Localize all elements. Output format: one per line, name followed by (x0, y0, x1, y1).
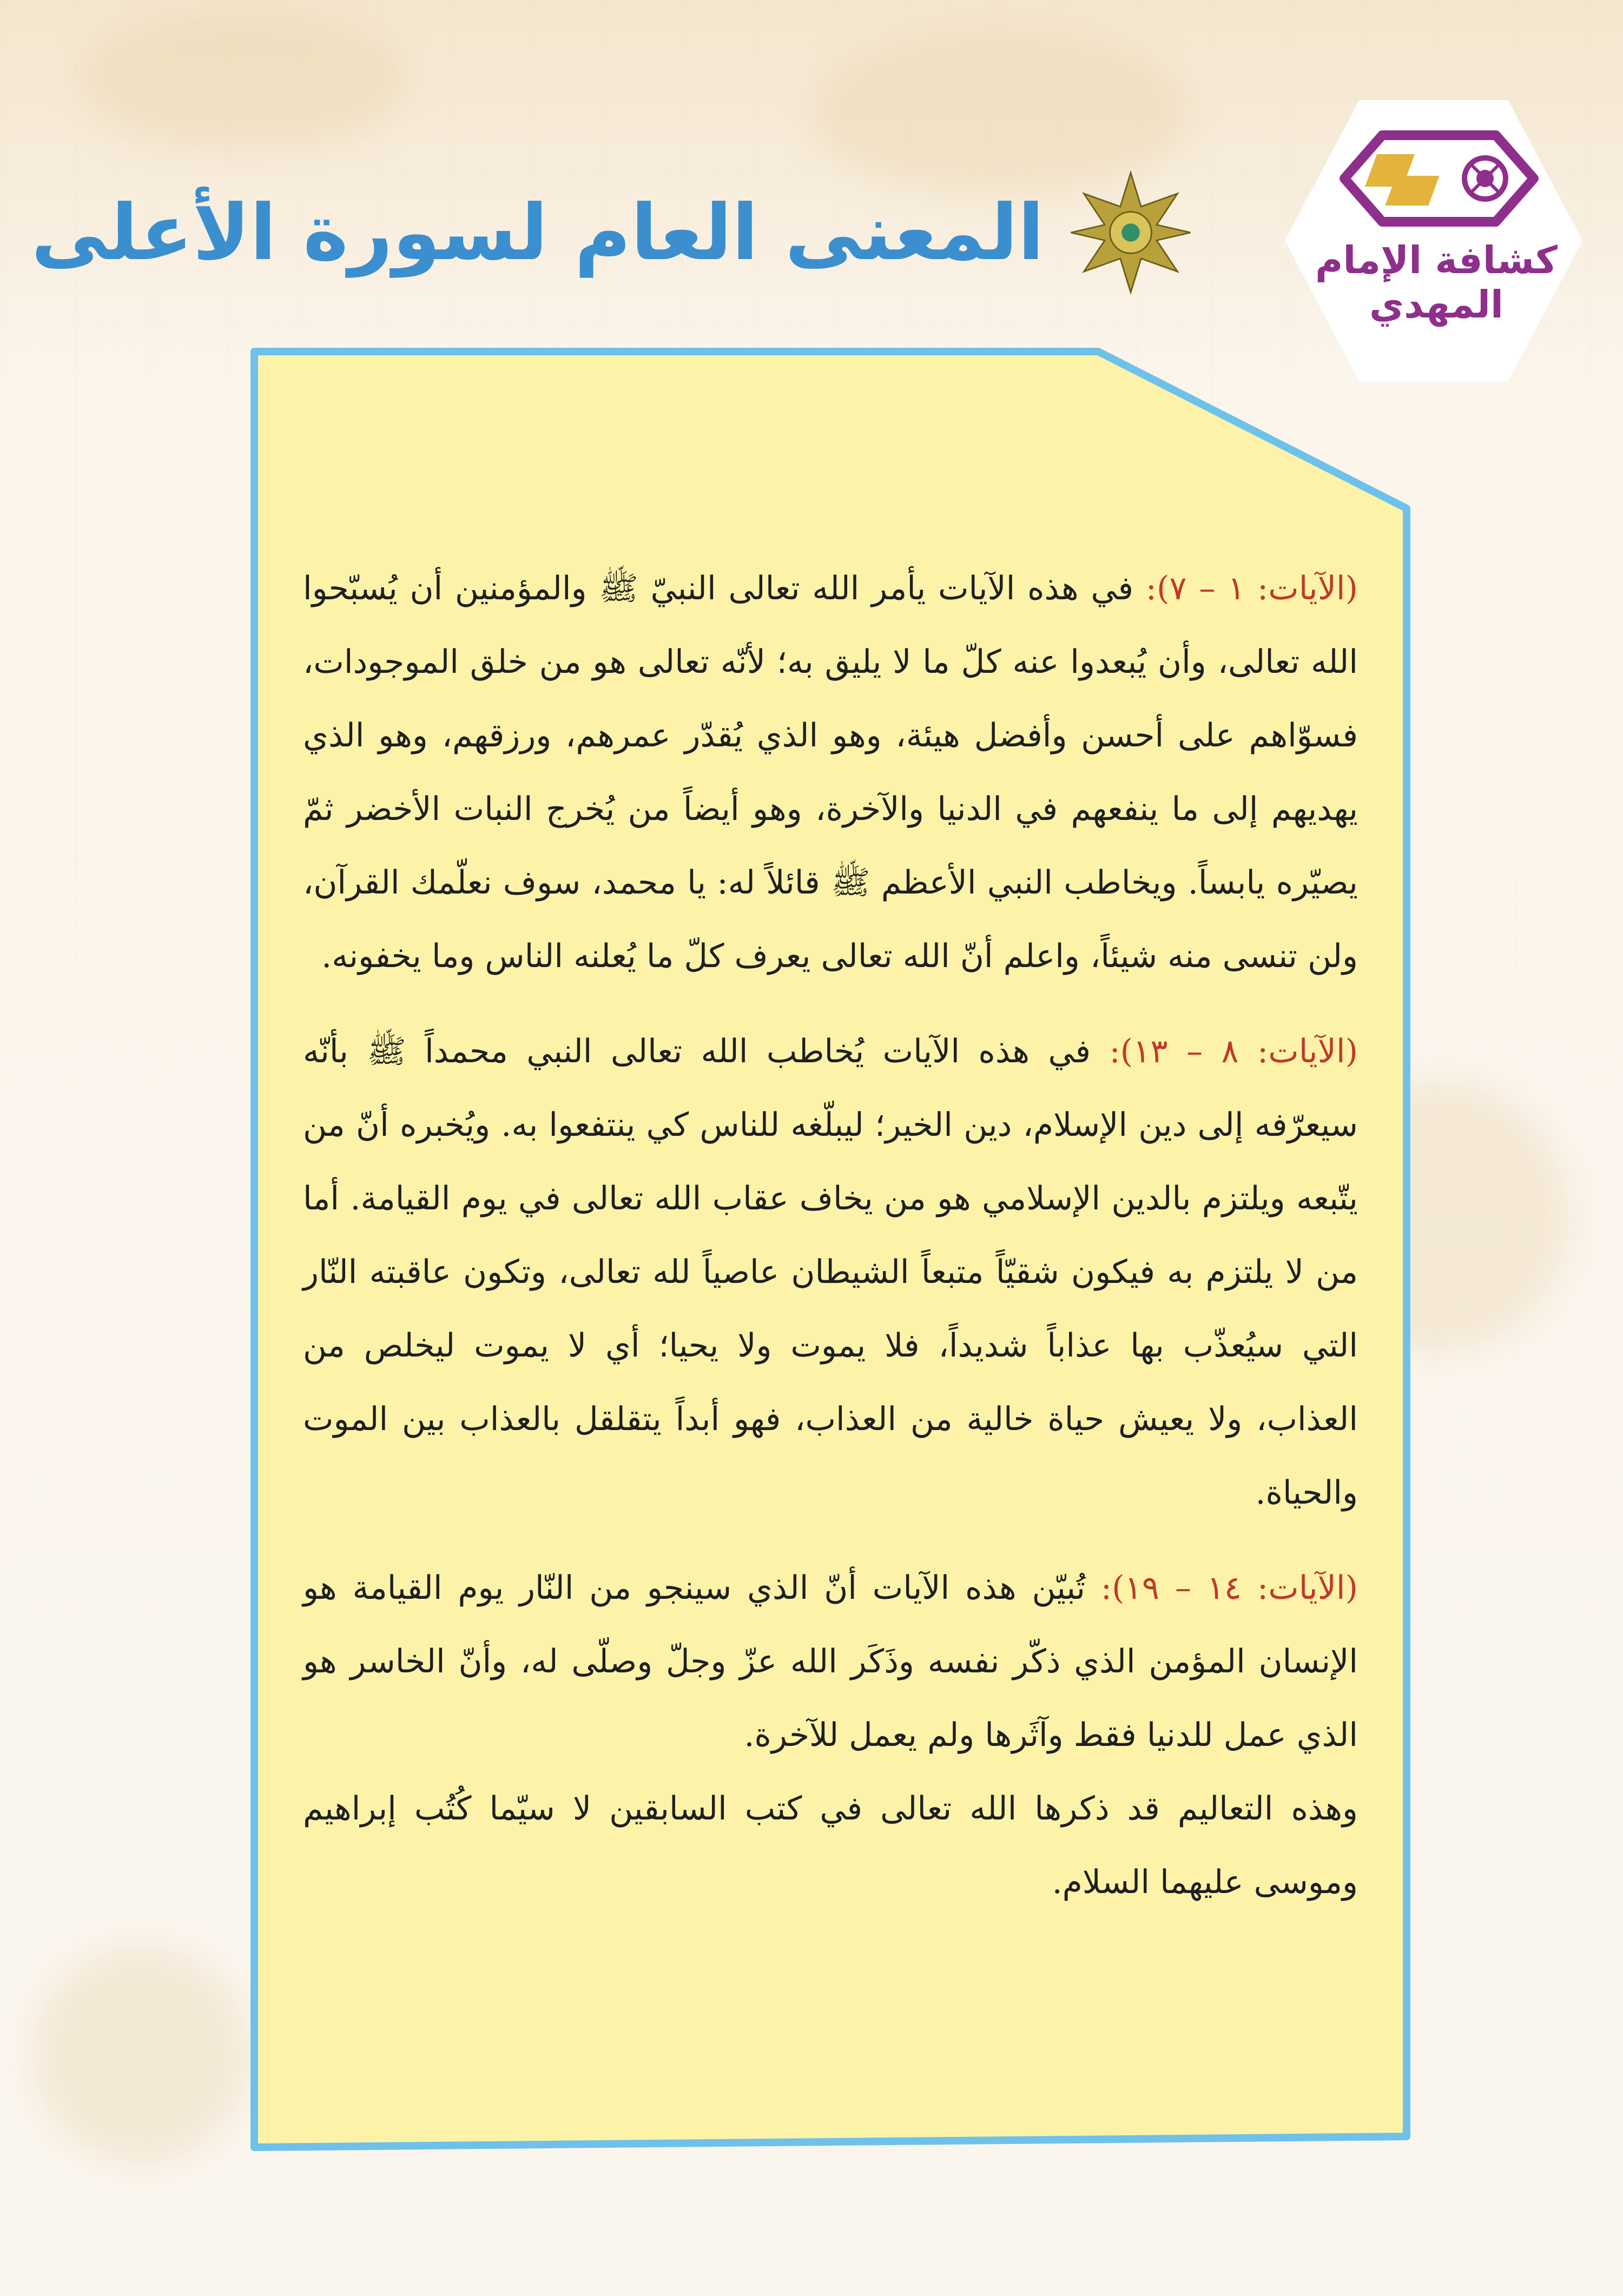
background-stain (32, 1947, 249, 2163)
verse-label: (الآيات: ١ – ٧): (1145, 570, 1358, 607)
logo-text: كشافة الإمام المهدي (1315, 238, 1558, 327)
content-text (303, 552, 1358, 1941)
paragraph-text: في هذه الآيات يأمر الله تعالى النبيّ ﷺ والمؤمنين أن يُسبّحوا الله تعالى، وأن يُبعدوا عنه كلّ ما لا يليق به؛ لأنّه تعالى هو من خلق الموجودات، فسوّاهم على أحسن وأفضل هيئة، وهو الذي يُقدّر عمرهم، ورزقهم، وهو الذي يهديهم إلى ما ينفعهم في الدنيا والآخرة، وهو أيضاً من يُخرج النبات الأخضر ثمّ يصيّره يابساً. ويخاطب النبي الأعظم ﷺ قائلاً له: يا محمد، سوف نعلّمك القرآن، ولن تنسى منه شيئاً، واعلم أنّ الله تعالى يعرف كلّ ما يُعلنه الناس وما يخفونه. (303, 570, 1358, 975)
paragraph-text: تُبيّن هذه الآيات أنّ الذي سينجو من النّار يوم القيامة هو الإنسان المؤمن الذي ذكّر نفسه وذَكَر الله عزّ وجلّ وصلّى له، وأنّ الخاسر هو الذي عمل للدنيا فقط وآثَرها ولم يعمل للآخرة. (303, 1569, 1358, 1754)
title-row (31, 178, 1196, 287)
paragraph (303, 1015, 1358, 1530)
paragraph-text: في هذه الآيات يُخاطب الله تعالى النبي محمداً ﷺ بأنّه سيعرّفه إلى دين الإسلام، دين الخير؛ ليبلّغه للناس كي ينتفعوا به. ويُخبره أنّ من يتّبعه ويلتزم بالدين الإسلامي هو من يخاف عقاب الله تعالى في يوم القيامة. أما من لا يلتزم به فيكون شقيّاً متبعاً الشيطان عاصياً لله تعالى، وتكون عاقبته النّار التي سيُعذّب بها عذاباً شديداً، فلا يموت ولا يحيا؛ أي لا يموت ليخلص من العذاب، ولا يعيش حياة خالية من العذاب، فهو أبداً يتقلقل بالعذاب بين الموت والحياة. (303, 1033, 1358, 1512)
paragraph (303, 1551, 1358, 1772)
verse-label: (الآيات: ٨ – ١٣): (1109, 1033, 1358, 1070)
background-stain (81, 11, 406, 151)
paragraph (303, 1772, 1358, 1919)
arabesque-star-icon (1066, 168, 1196, 297)
paragraph (303, 552, 1358, 993)
paragraph-text: وهذه التعاليم قد ذكرها الله تعالى في كتب السابقين لا سيّما كُتُب إبراهيم وموسى عليهما السلام. (303, 1790, 1358, 1901)
page-title: المعنى العام لسورة الأعلى (31, 188, 1044, 277)
scout-emblem-icon (1323, 124, 1550, 233)
verse-label: (الآيات: ١٤ – ١٩): (1100, 1569, 1358, 1607)
